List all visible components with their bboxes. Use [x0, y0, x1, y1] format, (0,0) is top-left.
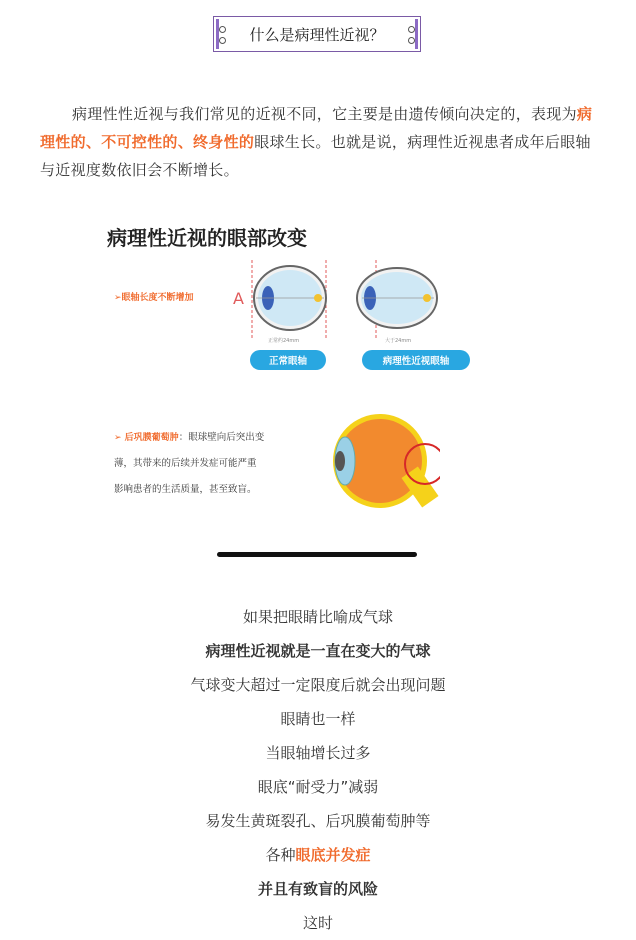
analogy-line: 易发生黄斑裂孔、后巩膜葡萄肿等 — [205, 812, 431, 830]
staphyloma-label: ➢ 后巩膜葡萄肿 — [114, 433, 179, 443]
analogy-line-highlight: 并且有致盲的风险 — [257, 880, 378, 898]
staphyloma-desc-3: 影响患者的生活质量，甚至致盲。 — [114, 484, 257, 495]
svg-text:正常约24mm: 正常约24mm — [268, 338, 300, 344]
balloon-analogy-lines — [0, 600, 636, 940]
analogy-line: 气球变大超过一定限度后就会出现问题 — [190, 676, 446, 694]
normal-eye-icon — [233, 260, 326, 344]
svg-text:A: A — [233, 289, 244, 308]
intro-text-end: 眼球生长。也就是说，病理性近视患者成年后眼轴与近视度数依旧会不断增长。 — [40, 133, 591, 179]
eye-change-figure — [100, 214, 450, 534]
pathologic-axis-pill: 病理性近视眼轴 — [362, 350, 470, 370]
analogy-line: 眼睛也一样 — [280, 710, 356, 728]
axial-length-label: ➢眼轴长度不断增加 — [114, 293, 194, 303]
analogy-line: 这时 — [302, 914, 333, 932]
section-title-box — [213, 16, 421, 52]
svg-text:大于24mm: 大于24mm — [385, 338, 412, 344]
decor-dot-icon — [219, 26, 226, 33]
intro-paragraph — [40, 100, 600, 184]
analogy-highlight: 眼底并发症 — [295, 846, 371, 864]
normal-axis-pill: 正常眼轴 — [250, 350, 326, 370]
analogy-line: 眼底“耐受力”减弱 — [257, 778, 379, 796]
figure-title: 病理性近视的眼部改变 — [107, 226, 307, 250]
decor-dot-icon — [408, 26, 415, 33]
intro-highlight: 病理性的、不可控性的、终身性的 — [40, 105, 593, 151]
analogy-line-highlight: 病理性近视就是一直在变大的气球 — [205, 642, 431, 660]
staphyloma-desc-2: 薄，其带来的后续并发症可能严重 — [114, 458, 257, 469]
analogy-line-mixed — [0, 838, 636, 872]
decor-dot-icon — [219, 37, 226, 44]
staphyloma-desc-1: ：眼球壁向后突出变 — [178, 432, 265, 443]
staphyloma-description — [114, 425, 294, 503]
analogy-line: 当眼轴增长过多 — [265, 744, 371, 762]
analogy-pre: 各种 — [265, 846, 296, 864]
section-title: 什么是病理性近视？ — [249, 25, 385, 44]
image-divider-bar — [217, 552, 417, 557]
intro-text: 病理性性近视与我们常见的近视不同，它主要是由遗传倾向决定的，表现为 — [72, 105, 577, 123]
decor-dot-icon — [408, 37, 415, 44]
analogy-line: 如果把眼睛比喻成气球 — [242, 608, 393, 626]
staphyloma-eye-icon — [333, 414, 440, 508]
